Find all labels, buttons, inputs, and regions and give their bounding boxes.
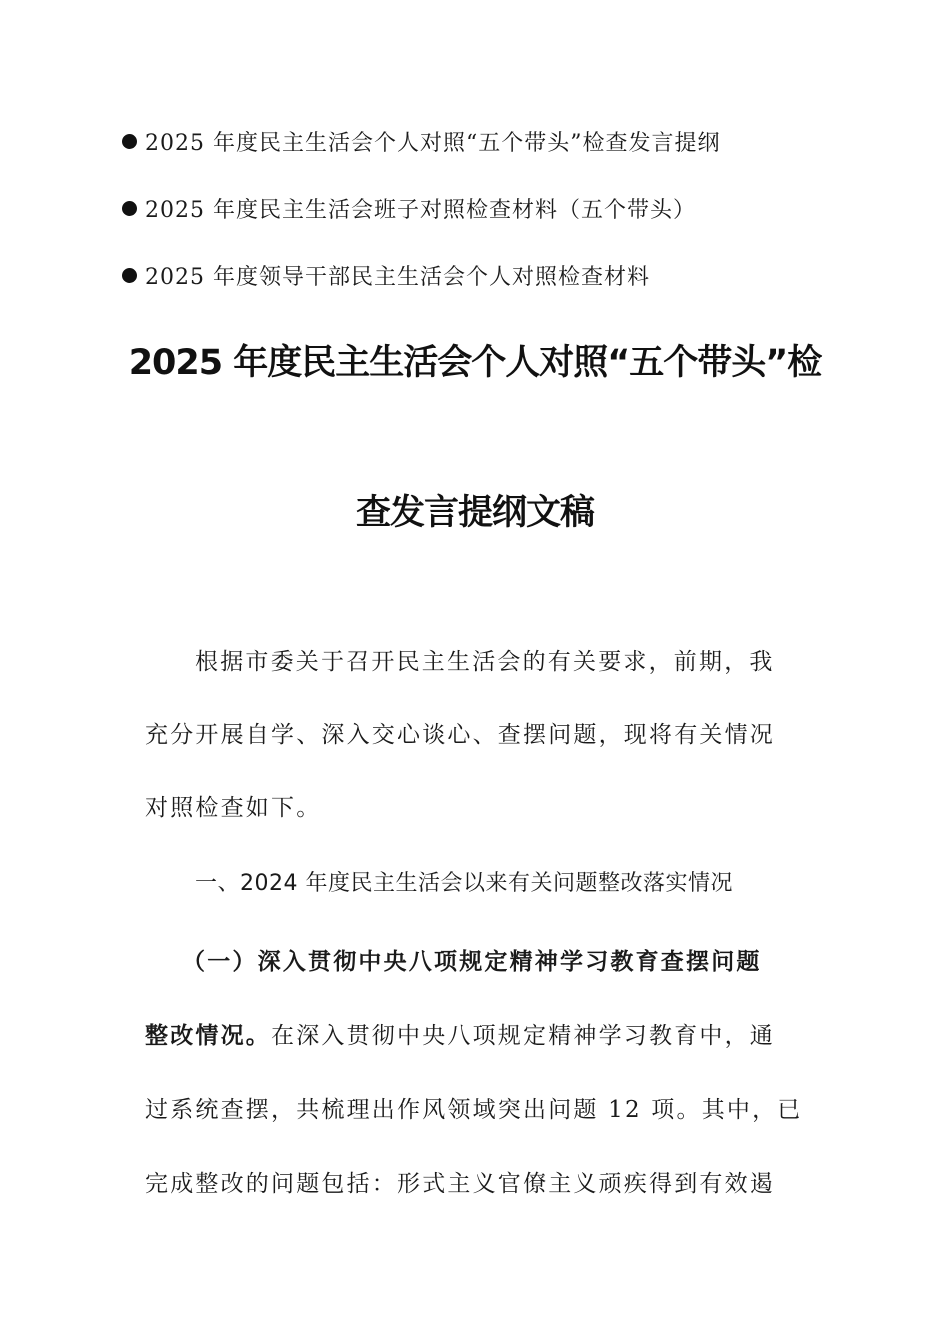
bullet-icon — [122, 268, 137, 283]
subsection-line-2 — [145, 1017, 775, 1050]
subsection-line-4: 完成整改的问题包括：形式主义官僚主义顽疾得到有效遏 — [145, 1171, 775, 1197]
subsection-line-2-text: 在深入贯彻中央八项规定精神学习教育中，通 — [271, 1023, 775, 1049]
subsection-heading: （一）深入贯彻中央八项规定精神学习教育查摆问题 — [182, 948, 762, 975]
toc-list — [122, 124, 822, 325]
page-title-line-1: 2025 年度民主生活会个人对照“五个带头”检 — [128, 343, 822, 383]
page-title-line-2: 查发言提纲文稿 — [355, 493, 594, 533]
subsection-line-3: 过系统查摆，共梳理出作风领域突出问题 12 项。其中，已 — [145, 1097, 803, 1123]
intro-line-3: 对照检查如下。 — [145, 795, 322, 821]
bullet-icon — [122, 134, 137, 149]
toc-item[interactable] — [122, 258, 822, 292]
toc-item[interactable] — [122, 191, 822, 225]
intro-line-2: 充分开展自学、深入交心谈心、查摆问题，现将有关情况 — [145, 722, 775, 748]
toc-item-label: 2025 年度领导干部民主生活会个人对照检查材料 — [145, 264, 650, 290]
intro-line-1: 根据市委关于召开民主生活会的有关要求，前期，我 — [195, 649, 775, 675]
toc-item-label: 2025 年度民主生活会个人对照“五个带头”检查发言提纲 — [145, 130, 721, 156]
bullet-icon — [122, 201, 137, 216]
toc-item-label: 2025 年度民主生活会班子对照检查材料（五个带头） — [145, 197, 696, 223]
toc-item[interactable] — [122, 124, 822, 158]
subsection-heading-lead: 整改情况。 — [145, 1022, 271, 1049]
section-heading-1: 一、2024 年度民主生活会以来有关问题整改落实情况 — [195, 871, 733, 896]
